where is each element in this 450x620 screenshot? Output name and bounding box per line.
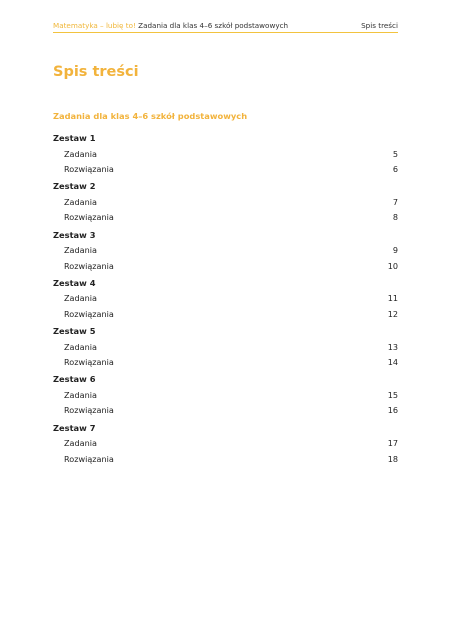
toc-entry-page-number: 5 [392,148,398,159]
toc-entry-page-number: 18 [387,453,398,464]
toc-entry[interactable] [53,438,398,449]
toc-entry-label: Rozwiązania [64,308,114,319]
toc-entry[interactable] [53,245,398,256]
toc-entry[interactable] [53,261,398,272]
toc-set-title[interactable]: Zestaw 7 [53,422,96,433]
header-book-title: Zadania dla klas 4–6 szkół podstawowych [135,21,289,30]
toc-set [53,230,398,272]
page-title: Spis treści [53,64,139,80]
toc-set-title[interactable]: Zestaw 6 [53,374,96,385]
header-book-info [53,20,288,31]
toc-set-title[interactable]: Zestaw 4 [53,277,96,288]
toc-entry[interactable] [53,293,398,304]
toc-entry-label: Rozwiązania [64,453,114,464]
toc-entry[interactable] [53,405,398,416]
toc-set [53,326,398,368]
toc-entry[interactable] [53,357,398,368]
toc-set-title[interactable]: Zestaw 3 [53,229,96,240]
toc-entry-page-number: 10 [387,260,398,271]
toc-set [53,278,398,320]
toc-entry-label: Zadania [64,245,97,256]
toc-section-heading: Zadania dla klas 4–6 szkół podstawowych [53,111,248,121]
toc-entry[interactable] [53,390,398,401]
toc-entry-page-number: 7 [392,196,398,207]
toc-entry[interactable] [53,212,398,223]
toc-entry[interactable] [53,149,398,160]
header-section-name: Spis treści [361,21,398,30]
toc-entry-label: Rozwiązania [64,405,114,416]
toc-entry-label: Zadania [64,341,97,352]
header-series-tagline: lubię to! [105,21,136,30]
toc-entry[interactable] [53,197,398,208]
toc-entry-label: Rozwiązania [64,164,114,174]
table-of-contents [53,133,398,471]
header-separator: – [97,21,106,30]
toc-entry-label: Zadania [64,389,97,400]
toc-set [53,374,398,416]
toc-entry-page-number: 9 [392,245,398,256]
toc-set-title[interactable]: Zestaw 1 [53,133,96,143]
toc-entry-page-number: 15 [387,389,398,400]
toc-entry-label: Rozwiązania [64,260,114,271]
toc-entry-page-number: 13 [387,341,398,352]
toc-entry-label: Rozwiązania [64,357,114,368]
toc-entry-label: Zadania [64,148,97,159]
toc-entry-page-number: 14 [387,357,398,368]
toc-set [53,423,398,465]
toc-entry-page-number: 16 [387,405,398,416]
toc-set-title[interactable]: Zestaw 5 [53,326,96,337]
toc-entry-label: Zadania [64,438,97,449]
toc-set [53,133,398,175]
toc-entry-label: Zadania [64,293,97,304]
toc-entry[interactable] [53,342,398,353]
toc-entry-page-number: 8 [392,212,398,223]
running-header [53,20,398,33]
toc-entry[interactable] [53,164,398,175]
header-series-name: Matematyka [53,21,98,30]
toc-set [53,181,398,223]
toc-entry[interactable] [53,309,398,320]
toc-entry-page-number: 11 [387,293,398,304]
toc-entry-page-number: 6 [392,164,398,174]
toc-entry-page-number: 12 [387,308,398,319]
toc-entry-page-number: 17 [387,438,398,449]
toc-entry-label: Zadania [64,196,97,207]
toc-entry[interactable] [53,454,398,465]
toc-set-title[interactable]: Zestaw 2 [53,181,96,192]
toc-entry-label: Rozwiązania [64,212,114,223]
